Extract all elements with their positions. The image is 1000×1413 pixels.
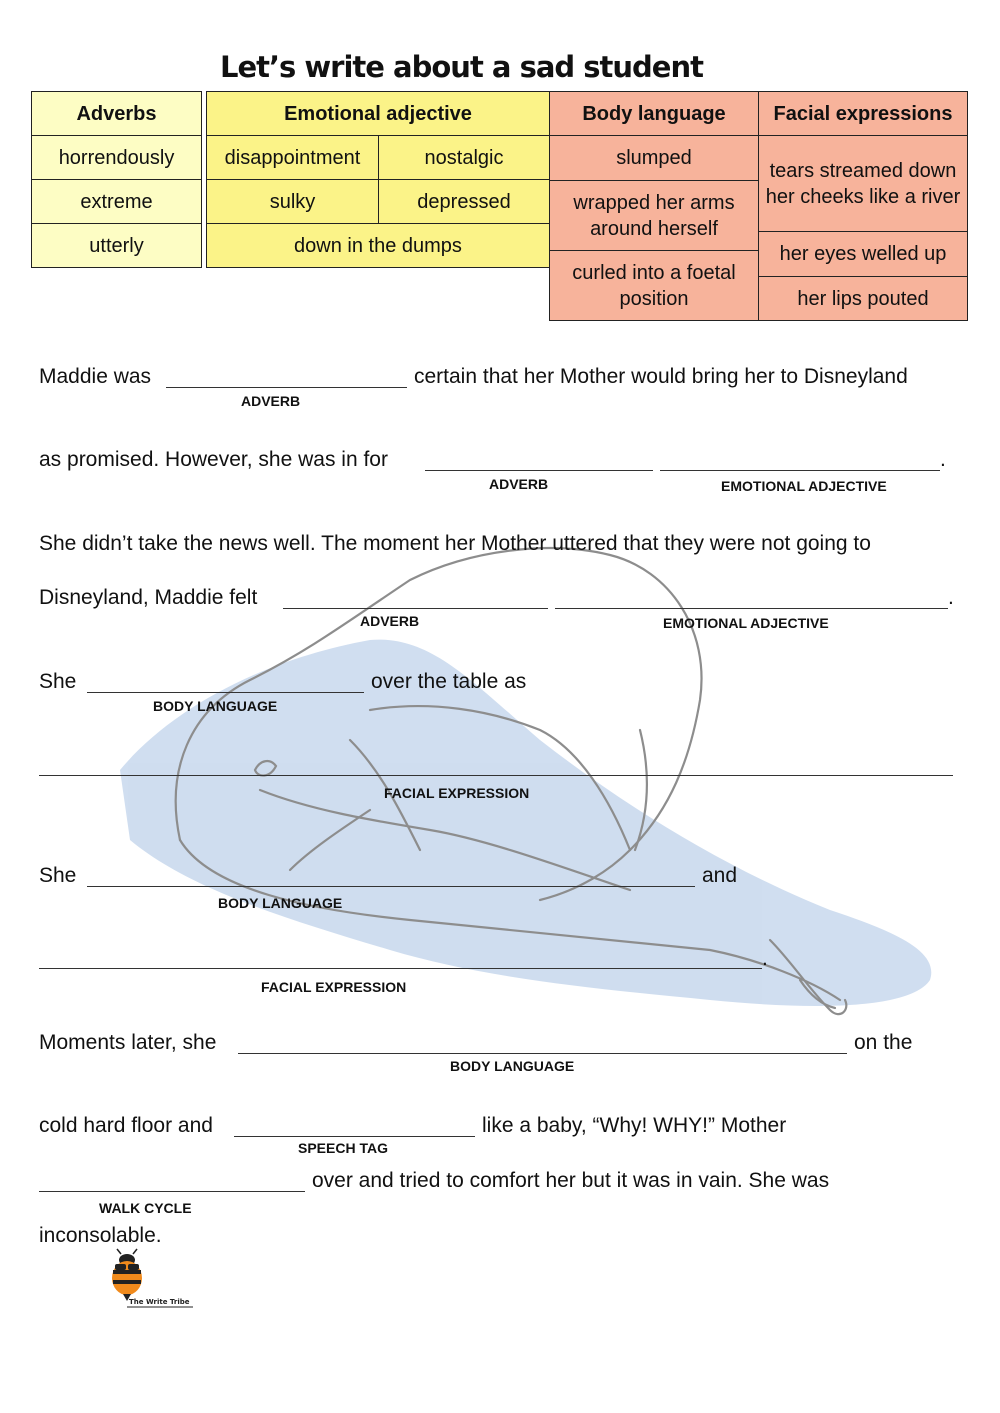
emotional-adjective-blank[interactable] — [660, 470, 940, 471]
facial-expression-blank[interactable] — [39, 775, 953, 776]
emotional-adjective-blank[interactable] — [555, 608, 948, 609]
facial-expression-label: FACIAL EXPRESSION — [261, 979, 407, 995]
emotional-adjective-label: EMOTIONAL ADJECTIVE — [721, 478, 887, 494]
header-body-language: Body language — [549, 91, 759, 136]
page-title: Let’s write about a sad student — [220, 50, 703, 84]
speech-tag-label: SPEECH TAG — [298, 1140, 388, 1156]
adverb-cell: extreme — [31, 179, 202, 224]
facial-expression-cell: tears streamed down her cheeks like a river — [758, 135, 968, 232]
passage-text: over and tried to comfort her but it was in vain. She was — [312, 1169, 830, 1192]
passage-text: on the — [854, 1031, 913, 1054]
walk-cycle-blank[interactable] — [39, 1191, 305, 1192]
adverb-label: ADVERB — [360, 613, 420, 629]
adverb-blank[interactable] — [166, 387, 407, 388]
adverb-blank[interactable] — [425, 470, 653, 471]
body-language-label: BODY LANGUAGE — [153, 698, 278, 714]
body-language-blank[interactable] — [87, 692, 364, 693]
passage-text: inconsolable. — [39, 1224, 162, 1247]
passage-text: Moments later, she — [39, 1031, 217, 1054]
emotional-cell: disappointment — [206, 135, 379, 180]
header-facial-expressions: Facial expressions — [758, 91, 968, 136]
body-language-label: BODY LANGUAGE — [450, 1058, 575, 1074]
emotional-cell: down in the dumps — [206, 223, 550, 268]
adverb-cell: utterly — [31, 223, 202, 268]
passage-text: . — [940, 448, 946, 471]
body-language-blank[interactable] — [238, 1053, 847, 1054]
write-tribe-bee-logo — [105, 1248, 200, 1310]
passage-text: She didn’t take the news well. The moment her Mother uttered that they were not going to — [39, 532, 871, 555]
speech-tag-blank[interactable] — [234, 1136, 475, 1137]
header-emotional-adjective: Emotional adjective — [206, 91, 550, 136]
passage-text: certain that her Mother would bring her to Disneyland — [414, 365, 908, 388]
emotional-adjective-label: EMOTIONAL ADJECTIVE — [663, 615, 829, 631]
body-language-blank[interactable] — [87, 886, 695, 887]
emotional-cell: depressed — [378, 179, 550, 224]
svg-text:The Write Tribe: The Write Tribe — [129, 1298, 190, 1306]
passage-text: Disneyland, Maddie felt — [39, 586, 258, 609]
passage-text: Maddie was — [39, 365, 152, 388]
passage-text: as promised. However, she was in for — [39, 448, 388, 471]
facial-expression-cell: her eyes welled up — [758, 231, 968, 277]
passage-text: . — [762, 947, 768, 970]
passage-text: like a baby, “Why! WHY!” Mother — [482, 1114, 787, 1137]
adverb-blank[interactable] — [283, 608, 548, 609]
passage-text: cold hard floor and — [39, 1114, 213, 1137]
passage-text: She — [39, 864, 77, 887]
body-language-label: BODY LANGUAGE — [218, 895, 343, 911]
passage-text: . — [948, 586, 954, 609]
facial-expression-label: FACIAL EXPRESSION — [384, 785, 530, 801]
body-language-cell: wrapped her arms around herself — [549, 180, 759, 251]
passage-text: She — [39, 670, 77, 693]
body-language-cell: slumped — [549, 135, 759, 181]
facial-expression-cell: her lips pouted — [758, 276, 968, 321]
adverb-label: ADVERB — [489, 476, 549, 492]
walk-cycle-label: WALK CYCLE — [99, 1200, 192, 1216]
passage-text: over the table as — [371, 670, 527, 693]
emotional-cell: sulky — [206, 179, 379, 224]
facial-expression-blank[interactable] — [39, 968, 762, 969]
header-adverbs: Adverbs — [31, 91, 202, 136]
adverb-label: ADVERB — [241, 393, 301, 409]
emotional-cell: nostalgic — [378, 135, 550, 180]
passage-text: and — [702, 864, 738, 887]
adverb-cell: horrendously — [31, 135, 202, 180]
body-language-cell: curled into a foetal position — [549, 250, 759, 321]
